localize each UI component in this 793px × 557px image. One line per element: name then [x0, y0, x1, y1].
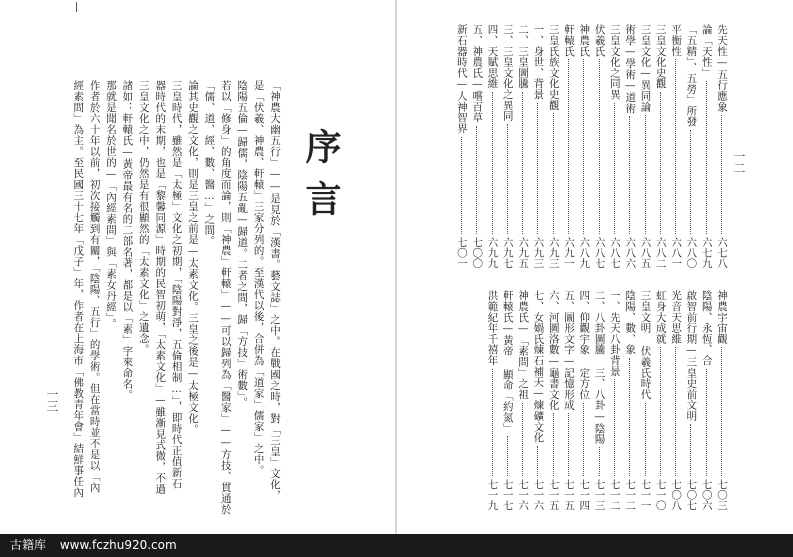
toc-entry-page: 六九三: [532, 236, 545, 268]
toc-entry[interactable]: [562, 24, 576, 268]
toc-entry-page: 七一三: [593, 478, 606, 510]
toc-entry[interactable]: [639, 24, 653, 268]
toc-entry-label: 一、先天八卦背景: [608, 290, 621, 377]
preface-column: 那就是聞名於世的—「內經素問」與「素女丹經」。: [105, 80, 117, 330]
preface-column: 三皇文化之中，仍然是有很顯然的「太素文化」之遺念。: [137, 80, 150, 355]
left-page: [0, 0, 396, 534]
toc-entry-label: 神農宇宙觀: [716, 290, 728, 344]
toc-leader-dots: [629, 116, 630, 233]
toc-entry[interactable]: [700, 24, 714, 268]
toc-entry[interactable]: [501, 24, 515, 268]
toc-leader-dots: [690, 424, 691, 475]
preface-column: 經素問」為主。至民國三十七年「戊子」年，作者在上海市「佛教青年會」結鮮事任內: [72, 80, 85, 498]
toc-entry-page: 六八一: [670, 236, 683, 268]
toc-entry[interactable]: [593, 24, 607, 268]
toc-entry[interactable]: [715, 24, 729, 268]
toc-leader-dots: [629, 358, 630, 476]
toc-entry[interactable]: [470, 24, 484, 268]
toc-entry-page: 七一二: [624, 478, 637, 510]
toc-entry[interactable]: [531, 290, 545, 510]
toc-entry[interactable]: [577, 290, 591, 510]
toc-entry-label: 平衡性: [670, 24, 683, 57]
toc-entry-page: 六八七: [608, 236, 621, 268]
toc-entry-page: 六八六: [624, 236, 637, 268]
toc-entry[interactable]: [639, 290, 653, 510]
toc-leader-dots: [614, 103, 615, 234]
toc-entry-page: 七一〇: [654, 478, 667, 510]
toc-entry-label: 洪範紀年千禧年: [486, 290, 499, 366]
preface-column: 器時代的末期，也是「黎馨同源」時期的民智初萌，「太素文化」—雖漸見式微，不過: [154, 80, 167, 495]
toc-entry-page: 六九七: [501, 236, 514, 268]
right-page: [397, 0, 793, 534]
toc-entry[interactable]: [516, 290, 530, 510]
preface-column: 三皇時代，雖然是「太極」文化之初期，「陰陽對淨，五倫相制…」，即時代正值新石: [170, 80, 183, 489]
toc-leader-dots: [599, 59, 600, 233]
toc-entry-label: 五、神農氏—嚐百草: [471, 24, 484, 123]
toc-leader-dots: [690, 130, 691, 234]
toc-entry-label: 二、八卦圖騰 三、八卦—陰陽: [593, 290, 606, 445]
toc-entry[interactable]: [547, 24, 561, 268]
toc-leader-dots: [522, 92, 523, 234]
toc-entry-label: 軒轅氏—黃帝 顯命「約氮」: [501, 290, 514, 434]
toc-entry[interactable]: [654, 290, 668, 510]
toc-leader-dots: [706, 369, 707, 476]
toc-entry[interactable]: [501, 290, 515, 510]
toc-entry-label: 虹身大成就: [654, 290, 667, 344]
toc-entry-label: 神農氏: [578, 24, 591, 57]
toc-entry[interactable]: [669, 24, 683, 268]
toc-entry-page: 七〇六: [700, 478, 713, 510]
page-number-right: 一二: [732, 150, 746, 174]
toc-entry-label: 三、三皇文化之異同: [501, 24, 514, 122]
toc-entry[interactable]: [577, 24, 591, 268]
toc-entry-page: 六九一: [563, 236, 575, 268]
toc-leader-dots: [568, 59, 569, 233]
preface-column: 論其史觀之文化，則是三皇之前是—太素文化。三皇之後是—太極文化。: [187, 80, 199, 435]
toc-leader-dots: [675, 59, 676, 233]
toc-entry-label: 「五精」、五勞」所發: [685, 24, 698, 127]
toc-leader-dots: [537, 446, 538, 476]
toc-entry-label: 先天性—五行應象: [716, 24, 728, 112]
toc-entry-page: 七一七: [501, 478, 514, 510]
toc-leader-dots: [507, 436, 508, 475]
toc-entry-page: 七一九: [486, 478, 499, 510]
toc-entry-page: 七〇〇: [471, 236, 484, 268]
toc-entry-page: 七〇七: [685, 478, 698, 510]
toc-leader-dots: [721, 347, 722, 476]
toc-entry-label: 三皇文化—異同論: [639, 24, 652, 112]
toc-entry-page: 七一四: [578, 478, 591, 510]
toc-entry-page: 六七八: [716, 236, 728, 268]
preface-column: 若以「修身」的角度而論，則「神農」軒轅」——可以歸列為「醫家」——方技、貫通於: [219, 80, 232, 515]
page-title: 序言: [300, 128, 342, 232]
toc-entry-label: 一、身世、背景: [532, 24, 545, 100]
toc-entry-page: 六八九: [578, 236, 591, 268]
toc-entry-label: 陰陽、數、象: [624, 290, 637, 355]
toc-leader-dots: [492, 369, 493, 476]
toc-leader-dots: [675, 347, 676, 476]
site-name: 古籍库: [10, 538, 47, 552]
site-url[interactable]: www.fczhu920.com: [59, 538, 177, 552]
toc-entry[interactable]: [623, 24, 637, 268]
toc-leader-dots: [461, 137, 462, 234]
toc-entry[interactable]: [669, 290, 683, 510]
toc-entry[interactable]: [623, 290, 637, 510]
toc-entry[interactable]: [547, 290, 561, 510]
toc-entry[interactable]: [562, 290, 576, 510]
toc-entry-label: 陰陽、永恆、合: [700, 290, 713, 366]
toc-entry-page: 七一六: [517, 478, 530, 510]
toc-entry-page: 六九三: [547, 236, 560, 268]
toc-entry-page: 七一六: [532, 478, 545, 510]
toc-entry-label: 三皇氏族文化史觀: [547, 24, 560, 111]
toc-entry[interactable]: [455, 24, 469, 268]
toc-entry-page: 七〇三: [716, 478, 728, 510]
toc-leader-dots: [553, 113, 554, 233]
toc-leader-dots: [583, 403, 584, 476]
toc-leader-dots: [537, 103, 538, 234]
toc-leader-dots: [568, 413, 569, 475]
toc-entry[interactable]: [608, 24, 622, 268]
toc-entry-label: 軒轅氏: [563, 24, 575, 57]
toc-leader-dots: [599, 447, 600, 475]
toc-entry-label: 三皇文明 伏羲氏時代: [639, 290, 652, 400]
toc-entry-label: 論「天性」: [700, 24, 713, 78]
toc-entry[interactable]: [531, 24, 545, 268]
toc-entry[interactable]: [516, 24, 530, 268]
toc-leader-dots: [522, 403, 523, 476]
toc-leader-dots: [476, 126, 477, 234]
toc-leader-dots: [660, 92, 661, 234]
toc-entry-label: 啟智前行期—三皇史前文明: [685, 290, 698, 422]
toc-entry-label: 四、天賦思維: [486, 24, 499, 89]
toc-entry-label: 神農氏—「素問」之祖: [517, 290, 530, 400]
toc-entry-label: 五、圖形文字—記憶形成: [563, 290, 575, 411]
toc-entry-label: 新石器時代—人神智界: [455, 24, 468, 134]
toc-leader-dots: [706, 81, 707, 234]
toc-entry-page: 六八五: [639, 236, 652, 268]
toc-entry-label: 術學—學術—道術: [624, 24, 637, 114]
site-footer: [0, 534, 793, 557]
preface-column: 作者於六十年以前，初次接觸到有關，「陰陽、五行」的學術。但在當時並不是以「內: [88, 80, 101, 493]
page-number-left: 一三: [45, 388, 59, 412]
toc-entry-page: 七一一: [639, 478, 652, 510]
toc-entry-page: 七一二: [608, 478, 621, 510]
toc-entry[interactable]: [593, 290, 607, 510]
toc-entry[interactable]: [684, 290, 698, 510]
preface-column: 諸如：軒轅氏—黃帝最有名的二部名著，都是以「素」字來命名。: [121, 80, 134, 401]
toc-entry-page: 七一五: [563, 478, 575, 510]
toc-entry-label: 六、河圖洛數—龜書文化: [547, 290, 560, 411]
toc-entry-label: 三皇文化之同異: [608, 24, 621, 100]
toc-entry-label: 三皇文化史觀: [654, 24, 667, 89]
preface-column: 「儒、道、經、數、醫…」之間。: [203, 80, 216, 247]
toc-entry-page: 六九九: [486, 236, 499, 268]
preface-column: 陰陽五倫—歸儒，陰陽五亂—歸道。二者之間，歸「方技」術數」。: [236, 80, 249, 408]
toc-entry-page: 六八七: [593, 236, 606, 268]
toc-entry[interactable]: [608, 290, 622, 510]
toc-entry-label: 二、三皇圖騰: [517, 24, 530, 89]
page-edge-mark: [76, 2, 77, 12]
toc-entry[interactable]: [486, 290, 500, 510]
toc-entry-page: 六七九: [700, 236, 713, 268]
toc-entry-page: 六八二: [654, 236, 667, 268]
toc-leader-dots: [507, 124, 508, 233]
toc-entry-label: 伏羲氏: [593, 24, 606, 57]
preface-column: 是「伏羲、神農、軒轅」三家分列的。至漢代以後，合併為「道家」儒家」之中。: [252, 80, 265, 476]
toc-leader-dots: [721, 115, 722, 234]
toc-entry-page: 七〇八: [670, 478, 683, 510]
toc-leader-dots: [492, 92, 493, 234]
toc-entry-page: 七〇一: [455, 236, 468, 268]
toc-leader-dots: [614, 379, 615, 475]
toc-entry[interactable]: [700, 290, 714, 510]
toc-entry-page: 七一五: [547, 478, 560, 510]
toc-entry-label: 七、女媧氏煉石補天—煉礦文化: [532, 290, 545, 443]
toc-leader-dots: [660, 347, 661, 476]
toc-leader-dots: [553, 413, 554, 475]
toc-entry-label: 四、仰觀宇象 定方位: [578, 290, 591, 400]
toc-entry-page: 六八〇: [685, 236, 698, 268]
toc-entry-page: 六九五: [517, 236, 530, 268]
toc-entry[interactable]: [654, 24, 668, 268]
toc-entry[interactable]: [715, 290, 729, 510]
toc-entry-label: 光音天思維: [670, 290, 683, 344]
toc-leader-dots: [583, 59, 584, 233]
toc-entry[interactable]: [486, 24, 500, 268]
preface-column: 「神農大幽五行」——是見於「漢書。藝文誌」之中。在戰國之時，對「三皇」文化，: [269, 80, 281, 501]
toc-leader-dots: [645, 115, 646, 234]
toc-leader-dots: [645, 403, 646, 476]
toc-entry[interactable]: [684, 24, 698, 268]
